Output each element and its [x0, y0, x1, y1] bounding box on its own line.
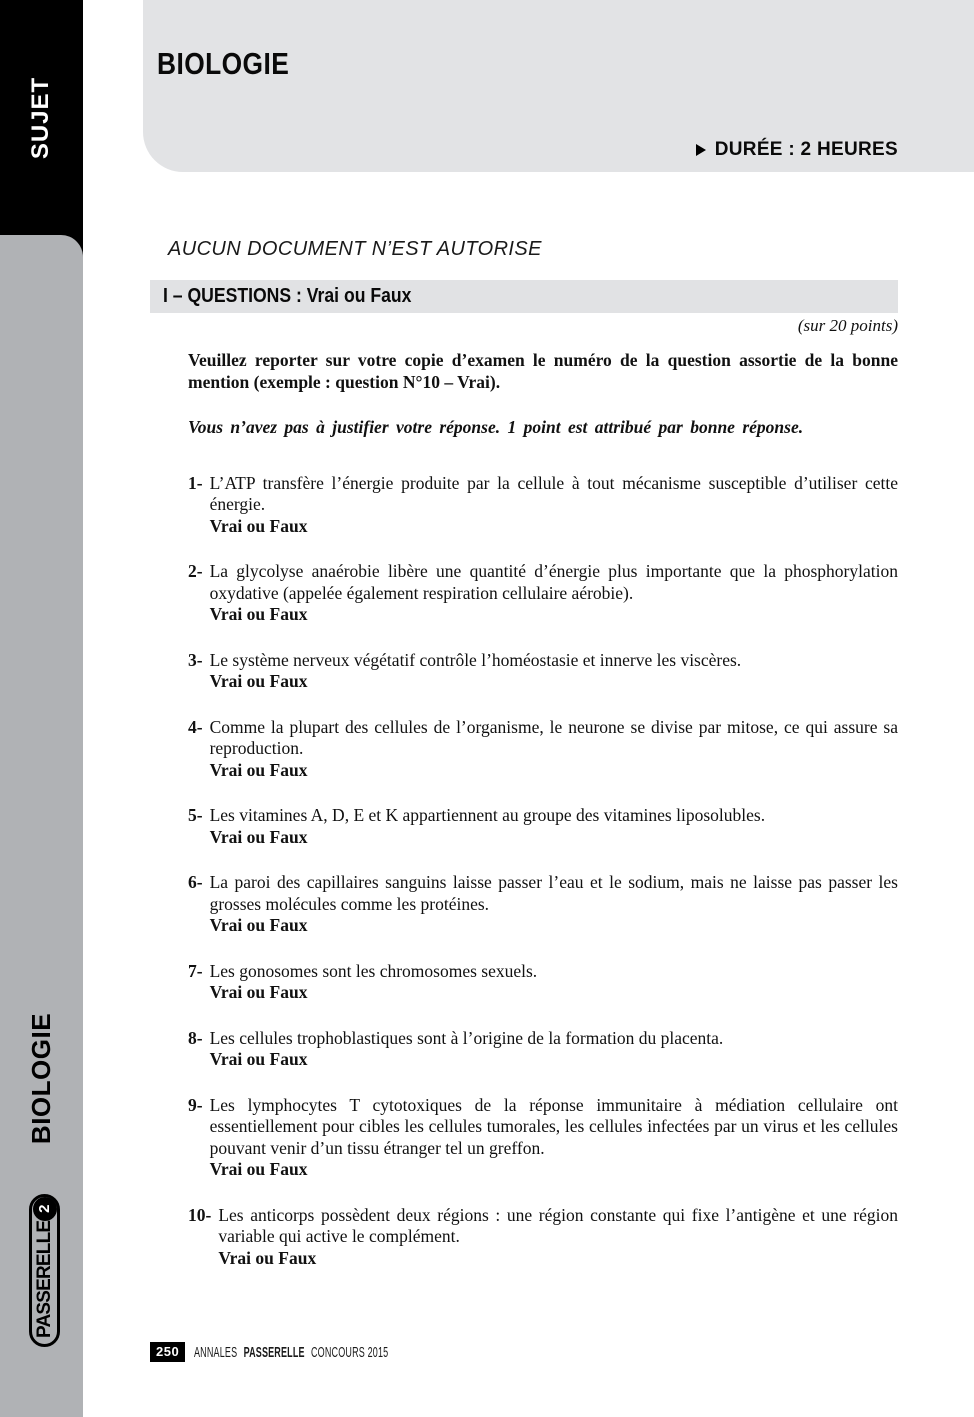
- question-text: Les gonosomes sont les chromosomes sexuels.: [209, 960, 538, 981]
- section-header-bar: [150, 280, 898, 313]
- biologie-vertical-label: BIOLOGIE: [26, 1012, 56, 1144]
- answer-label: Vrai ou Faux: [209, 982, 308, 1002]
- question-list: [188, 473, 898, 1270]
- question-number: 1-: [188, 472, 203, 493]
- question-text: La glycolyse anaérobie libère une quantité d’énergie plus importante que la phosphorylation oxydative (appelée également respiration cellulaire aérobie).: [209, 561, 898, 603]
- instructions-main: Veuillez reporter sur votre copie d’examen le numéro de la question assortie de la bonne mention (exemple : question N°10 – Vrai).: [188, 350, 898, 392]
- page-header: [143, 0, 974, 172]
- duration-label: DURÉE : 2 HEURES: [714, 139, 898, 160]
- footer-annales: ANNALES: [194, 1343, 238, 1361]
- page-number-badge: 250: [150, 1342, 185, 1362]
- question-number: 8-: [188, 1027, 203, 1048]
- question-body: [210, 561, 898, 626]
- answer-label: Vrai ou Faux: [209, 1049, 308, 1069]
- question-text: La paroi des capillaires sanguins laisse passer l’eau et le sodium, mais ne laisse pas passer les grosses molécules comme les protéines.: [209, 872, 898, 914]
- passerelle-logo-badge: [29, 1194, 60, 1347]
- question-text: Les vitamines A, D, E et K appartiennent au groupe des vitamines liposolubles.: [209, 805, 766, 825]
- answer-label: Vrai ou Faux: [218, 1247, 317, 1268]
- section-title: I – QUESTIONS : Vrai ou Faux: [163, 285, 412, 307]
- answer-label: Vrai ou Faux: [209, 671, 308, 691]
- question-body: [210, 1095, 898, 1181]
- answer-label: Vrai ou Faux: [209, 604, 308, 624]
- page-footer: [150, 1342, 518, 1362]
- question-number: 7-: [188, 960, 203, 981]
- question-number: 2-: [188, 561, 203, 581]
- question-number: 5-: [188, 805, 203, 825]
- question-body: [210, 961, 898, 1004]
- question-item: [188, 1028, 898, 1071]
- page-title: BIOLOGIE: [157, 46, 290, 81]
- question-item: [188, 872, 898, 937]
- points-label: (sur 20 points): [797, 316, 898, 335]
- question-item: [188, 473, 898, 538]
- question-body: [210, 717, 898, 782]
- footer-concours: CONCOURS 2015: [311, 1343, 389, 1361]
- instructions-note: Vous n’avez pas à justifier votre réponse. 1 point est attribué par bonne réponse.: [188, 417, 804, 437]
- question-text: L’ATP transfère l’énergie produite par la cellule à tout mécanisme susceptible d’utiliser cette énergie.: [209, 472, 898, 514]
- question-number: 10-: [188, 1204, 212, 1225]
- question-text: Les anticorps possèdent deux régions : une région constante qui fixe l’antigène et une région variable qui active le complément.: [218, 1204, 898, 1246]
- question-body: [210, 650, 898, 693]
- passerelle-logo-text: PASSERELLE: [33, 1220, 54, 1338]
- question-text: Les cellules trophoblastiques sont à l’origine de la formation du placenta.: [209, 1027, 724, 1048]
- answer-label: Vrai ou Faux: [209, 515, 308, 536]
- question-text: Comme la plupart des cellules de l’organisme, le neurone se divise par mitose, ce qui assure sa reproduction.: [209, 716, 898, 758]
- footer-text: [194, 1344, 388, 1361]
- answer-label: Vrai ou Faux: [209, 1159, 308, 1179]
- question-item: [188, 650, 898, 693]
- answer-label: Vrai ou Faux: [209, 826, 308, 847]
- sujet-vertical-label: SUJET: [27, 76, 55, 160]
- question-number: 6-: [188, 872, 203, 892]
- sidebar-sujet-box: [0, 60, 83, 176]
- footer-passerelle: PASSERELLE: [243, 1343, 305, 1361]
- question-number: 3-: [188, 649, 203, 670]
- question-item: [188, 1205, 898, 1270]
- passerelle-logo: [0, 1192, 88, 1348]
- answer-label: Vrai ou Faux: [209, 759, 308, 780]
- content-column: [150, 280, 898, 1293]
- question-item: [188, 805, 898, 848]
- sidebar-biologie-box: [0, 1000, 83, 1156]
- question-item: [188, 717, 898, 782]
- question-body: [210, 1028, 898, 1071]
- question-body: [218, 1205, 898, 1270]
- question-body: [210, 473, 898, 538]
- question-body: [210, 872, 898, 937]
- question-item: [188, 561, 898, 626]
- question-item: [188, 961, 898, 1004]
- arrow-right-icon: [696, 144, 706, 156]
- question-text: Le système nerveux végétatif contrôle l’homéostasie et innerve les viscères.: [209, 649, 742, 670]
- notice-text: AUCUN DOCUMENT N’EST AUTORISE: [168, 238, 542, 260]
- question-text: Les lymphocytes T cytotoxiques de la réponse immunitaire à médiation cellulaire ont essentiellement pour cibles les cellules tumorales, les cellules infectées par un virus et les cellules pouvant venir d’un tissu étranger tel un greffon.: [209, 1094, 898, 1158]
- passerelle-logo-number: 2: [32, 1196, 56, 1220]
- answer-label: Vrai ou Faux: [209, 915, 308, 935]
- question-item: [188, 1095, 898, 1181]
- question-body: [210, 805, 898, 848]
- question-number: 9-: [188, 1094, 203, 1115]
- question-number: 4-: [188, 716, 203, 737]
- duration-line: [696, 139, 898, 161]
